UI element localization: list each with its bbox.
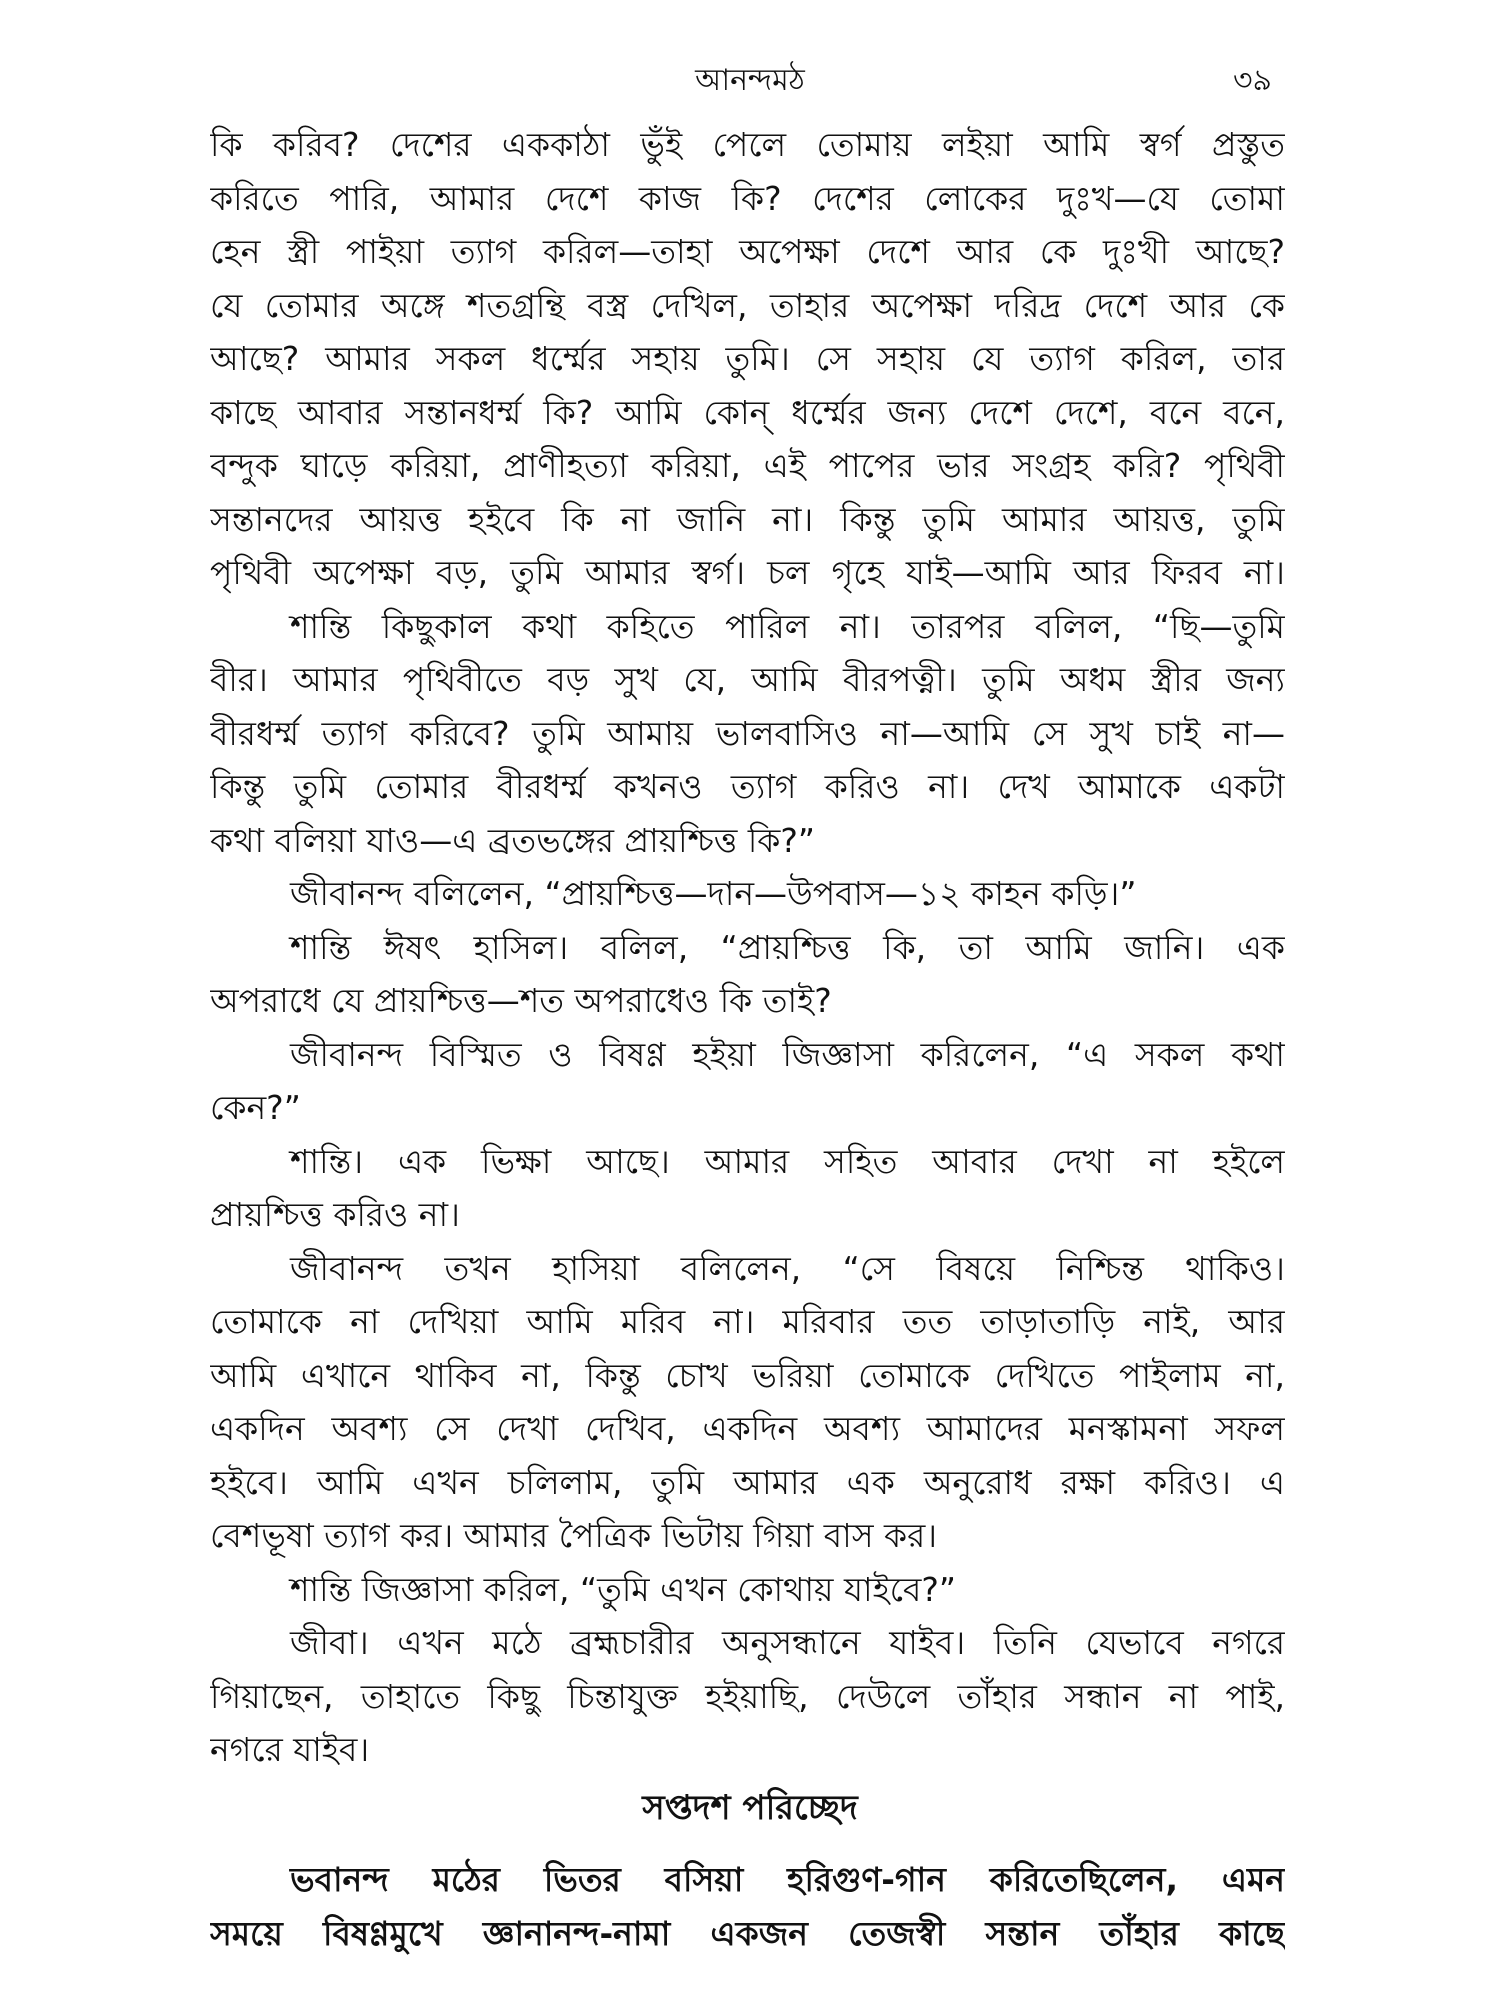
running-title: আনন্দমঠ: [695, 63, 805, 98]
section-text: [210, 1853, 1285, 1960]
text-line: শান্তি। এক ভিক্ষা আছে। আমার সহিত আবার দেখা না হইলে: [290, 1141, 1285, 1181]
text-line: নগরে যাইব।: [210, 1730, 370, 1769]
text-line: জীবানন্দ বিস্মিত ও বিষণ্ণ হইয়া জিজ্ঞাসা করিলেন, “এ সকল কথা: [290, 1034, 1285, 1074]
text-line: পৃথিবী অপেক্ষা বড়, তুমি আমার স্বর্গ। চল গৃহে যাই—আমি আর ফিরব না।: [210, 553, 1285, 592]
text-line: বীর। আমার পৃথিবীতে বড় সুখ যে, আমি বীরপত্নী। তুমি অধম স্ত্রীর জন্য: [210, 660, 1285, 699]
text-line: শান্তি জিজ্ঞাসা করিল, “তুমি এখন কোথায় যাইবে?”: [290, 1569, 956, 1609]
text-line: যে তোমার অঙ্গে শতগ্রন্থি বস্ত্র দেখিল, তাহার অপেক্ষা দরিদ্র দেশে আর কে: [210, 285, 1285, 325]
text-line: সন্তানদের আয়ত্ত হইবে কি না জানি না। কিন্তু তুমি আমার আয়ত্ত, তুমি: [210, 499, 1285, 539]
text-line: শান্তি কিছুকাল কথা কহিতে পারিল না। তারপর বলিল, “ছি—তুমি: [290, 606, 1285, 646]
text-line: তোমাকে না দেখিয়া আমি মরিব না। মরিবার তত তাড়াতাড়ি নাই, আর: [210, 1302, 1285, 1341]
text-line: ভবানন্দ মঠের ভিতর বসিয়া হরিগুণ-গান করিতেছিলেন, এমন: [290, 1860, 1285, 1899]
text-line: একদিন অবশ্য সে দেখা দেখিব, একদিন অবশ্য আমাদের মনস্কামনা সফল: [210, 1409, 1285, 1448]
text-line: সময়ে বিষণ্ণমুখে জ্ঞানানন্দ-নামা একজন তেজস্বী সন্তান তাঁহার কাছে: [210, 1913, 1285, 1953]
running-header: [0, 56, 1500, 106]
text-line: হইবে। আমি এখন চলিলাম, তুমি আমার এক অনুরোধ রক্ষা করিও। এ: [210, 1462, 1285, 1502]
text-line: শান্তি ঈষৎ হাসিল। বলিল, “প্রায়শ্চিত্ত কি, তা আমি জানি। এক: [290, 927, 1285, 967]
text-line: কেন?”: [210, 1088, 301, 1127]
page-number: ৩৯: [1233, 63, 1272, 98]
text-line: আছে? আমার সকল ধর্ম্মের সহায় তুমি। সে সহায় যে ত্যাগ করিল, তার: [210, 339, 1285, 378]
text-line: জীবা। এখন মঠে ব্রহ্মচারীর অনুসন্ধানে যাইব। তিনি যেভাবে নগরে: [290, 1623, 1285, 1662]
text-line: কথা বলিয়া যাও—এ ব্রতভঙ্গের প্রায়শ্চিত্ত কি?”: [210, 820, 815, 860]
text-line: জীবানন্দ বলিলেন, “প্রায়শ্চিত্ত—দান—উপবাস—১২ কাহন কড়ি।”: [290, 874, 1137, 913]
text-line: জীবানন্দ তখন হাসিয়া বলিলেন, “সে বিষয়ে নিশ্চিন্ত থাকিও।: [290, 1248, 1285, 1288]
text-line: গিয়াছেন, তাহাতে কিছু চিন্তাযুক্ত হইয়াছি, দেউলে তাঁহার সন্ধান না পাই,: [210, 1676, 1285, 1716]
text-line: হেন স্ত্রী পাইয়া ত্যাগ করিল—তাহা অপেক্ষা দেশে আর কে দুঃখী আছে?: [210, 232, 1285, 271]
text-line: বন্দুক ঘাড়ে করিয়া, প্রাণীহত্যা করিয়া, এই পাপের ভার সংগ্রহ করি? পৃথিবী: [210, 446, 1285, 485]
text-line: অপরাধে যে প্রায়শ্চিত্ত—শত অপরাধেও কি তাই?: [210, 981, 832, 1020]
text-line: কি করিব? দেশের এককাঠা ভুঁই পেলে তোমায় লইয়া আমি স্বর্গ প্রস্তুত: [210, 125, 1285, 164]
text-line: বীরধর্ম্ম ত্যাগ করিবে? তুমি আমায় ভালবাসিও না—আমি সে সুখ চাই না—: [210, 713, 1285, 753]
text-line: প্রায়শ্চিত্ত করিও না।: [210, 1195, 460, 1234]
text-line: আমি এখানে থাকিব না, কিন্তু চোখ ভরিয়া তোমাকে দেখিতে পাইলাম না,: [210, 1355, 1285, 1395]
text-line: কিন্তু তুমি তোমার বীরধর্ম্ম কখনও ত্যাগ করিও না। দেখ আমাকে একটা: [210, 767, 1285, 806]
text-line: বেশভূষা ত্যাগ কর। আমার পৈত্রিক ভিটায় গিয়া বাস কর।: [210, 1516, 938, 1555]
text-line: কাছে আবার সন্তানধর্ম্ম কি? আমি কোন্ ধর্ম্মের জন্য দেশে দেশে, বনে বনে,: [210, 392, 1285, 432]
text-line: করিতে পারি, আমার দেশে কাজ কি? দেশের লোকের দুঃখ—যে তোমা: [210, 178, 1285, 218]
body-text: [210, 118, 1285, 1777]
section-heading: সপ্তদশ পরিচ্ছেদ: [642, 1788, 858, 1828]
